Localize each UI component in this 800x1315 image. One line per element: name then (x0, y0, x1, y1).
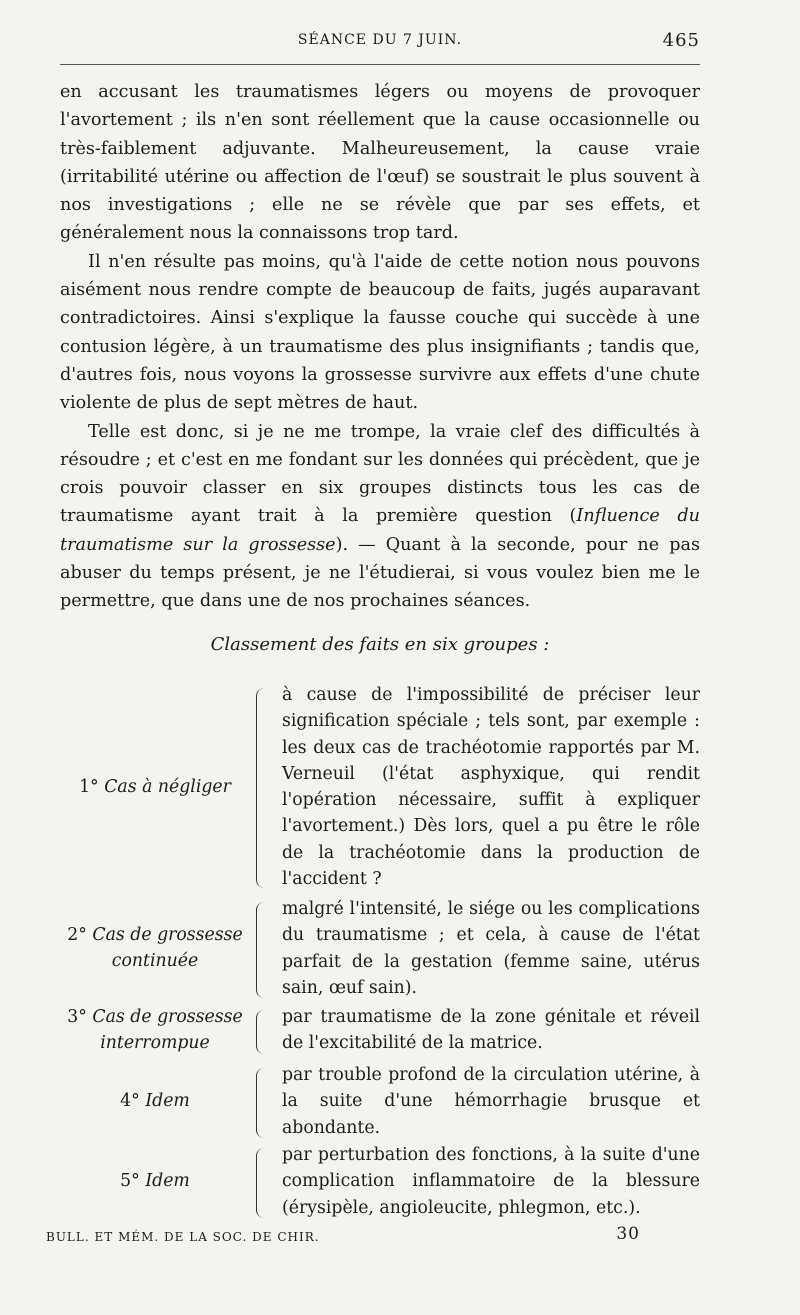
paragraph-2: Il n'en résulte pas moins, qu'à l'aide de cette notion nous pouvons aisément nous rendre compte de beaucoup de faits, jugés auparavant contradictoires. Ainsi s'explique la fausse couche qui succède à une contusion légère, à un traumatisme des plus insignifiants ; tandis que, d'autres fois, nous voyons la grossesse survivre aux effets d'une chute violente de plus de sept mètres de haut. (60, 251, 700, 414)
page-number: 465 (662, 30, 700, 51)
paragraph-3 (60, 418, 700, 616)
group-2 (60, 896, 700, 1004)
group-2-number: 2° (67, 925, 87, 945)
group-1 (60, 682, 700, 892)
group-4-label (60, 1088, 250, 1114)
group-3-label (60, 1004, 250, 1057)
group-1-label-text: Cas à négliger (104, 777, 231, 797)
running-header (60, 30, 700, 56)
group-3-label-line2: interrompue (100, 1033, 210, 1054)
group-5-brace (256, 1148, 267, 1218)
group-1-number: 1° (79, 777, 99, 797)
group-2-label-line2: continuée (111, 951, 199, 972)
group-5 (60, 1142, 700, 1222)
group-5-label-text: Idem (145, 1171, 190, 1191)
group-5-label (60, 1168, 250, 1194)
group-3-text: par traumatisme de la zone génitale et réveil de l'excitabilité de la matrice. (282, 1007, 700, 1054)
paragraph-3-part-a: Telle est donc, si je ne me trompe, la vraie clef des difficultés à résoudre ; et c'est en me fondant sur les données qui précèdent, que je crois pouvoir classer en six groupes distincts tous les cas de traumatisme ayant trait à la première question ( (60, 421, 700, 527)
header-rule (60, 64, 700, 65)
group-4-number: 4° (120, 1091, 140, 1111)
group-2-label-text: Cas de grossesse (92, 925, 243, 945)
classification-title: Classement des faits en six groupes : (210, 634, 550, 655)
group-1-text: à cause de l'impossibilité de préciser leur signification spéciale ; tels sont, par exemple : les deux cas de trachéotomie rapportés par M. Verneuil (l'état asphyxique, qui rendit l'opération nécessaire, suffit à expliquer l'avortement.) Dès lors, quel a pu être le rôle de la trachéotomie dans la production de l'accident ? (282, 685, 700, 890)
group-2-text: malgré l'intensité, le siége ou les complications du traumatisme ; et cela, à cause de l'état parfait de la gestation (femme saine, utérus sain, œuf sain). (282, 899, 700, 998)
group-3 (60, 1004, 700, 1060)
group-4-label-text: Idem (145, 1091, 190, 1111)
group-3-brace (256, 1010, 267, 1054)
group-1-brace (256, 688, 267, 888)
group-1-label (60, 774, 250, 800)
group-4-text: par trouble profond de la circulation utérine, à la suite d'une hémorrhagie brusque et abondante. (282, 1065, 700, 1138)
group-2-label (60, 922, 250, 975)
group-5-text: par perturbation des fonctions, à la suite d'une complication inflammatoire de la blessure (érysipèle, angioleucite, phlegmon, etc.). (282, 1145, 700, 1218)
header-title: SÉANCE DU 7 JUIN. (297, 32, 463, 48)
page-footer (46, 1224, 700, 1248)
paragraph-3-part-b: ). — Quant à la seconde, pour ne pas abuser du temps présent, je ne l'étudierai, si vous voulez bien me le permettre, que dans une de nos prochaines séances. (60, 534, 700, 612)
journal-title: BULL. ET MÉM. DE LA SOC. DE CHIR. (46, 1230, 320, 1244)
paragraph-1: en accusant les traumatismes légers ou moyens de provoquer l'avortement ; ils n'en sont réellement que la cause occasionnelle ou très-faiblement adjuvante. Malheureusement, la cause vraie (irritabilité utérine ou affection de l'œuf) se soustrait le plus souvent à nos investigations ; elle ne se révèle que par ses effets, et généralement nous la connaissons trop tard. (60, 82, 700, 244)
body-text (60, 78, 700, 616)
group-4 (60, 1062, 700, 1142)
signature-mark: 30 (616, 1224, 640, 1244)
paragraph-3-emphasis: Influence du traumatisme sur la grossesse (60, 506, 700, 555)
group-3-label-text: Cas de grossesse (92, 1007, 243, 1027)
group-5-number: 5° (120, 1171, 140, 1191)
group-2-brace (256, 902, 267, 998)
group-3-number: 3° (67, 1007, 87, 1027)
group-4-brace (256, 1068, 267, 1138)
